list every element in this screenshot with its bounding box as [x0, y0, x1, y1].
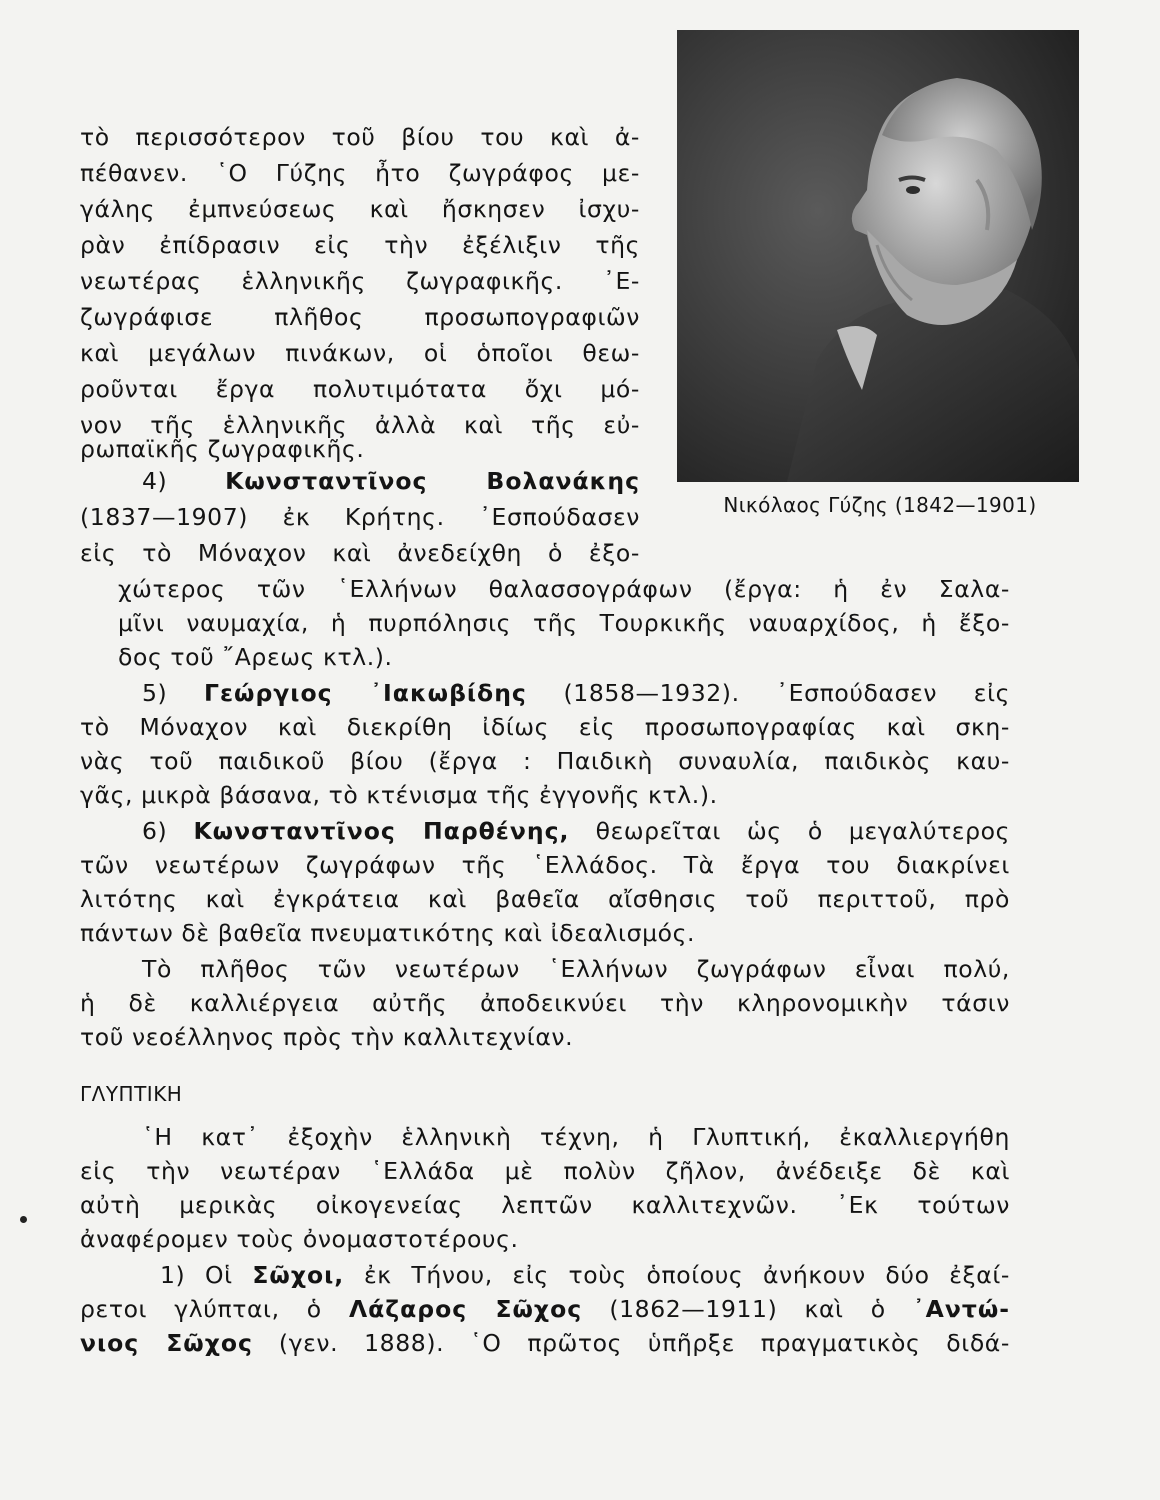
- text-line: εἰς τὸ Μόναχον καὶ ἀνεδείχθη ὁ ἐξο-: [80, 539, 640, 567]
- painter-name: Κωνσταντῖνος Παρθένης,: [193, 817, 570, 845]
- text-line: τῶν νεωτέρων ζωγράφων τῆς ῾Ελλάδος. Τὰ ἔργα του διακρίνει: [80, 851, 1010, 879]
- text-line: γᾶς, μικρὰ βάσανα, τὸ κτένισμα τῆς ἐγγονῆς κτλ.).: [80, 781, 718, 809]
- text-line: γάλης ἐμπνεύσεως καὶ ἤσκησεν ἰσχυ-: [80, 195, 640, 223]
- text-span: (1858—1932). ᾿Εσπούδασεν εἰς: [563, 679, 1011, 707]
- text-line: ἀναφέρομεν τοὺς ὀνομαστοτέρους.: [80, 1225, 519, 1253]
- text-line: (1837—1907) ἐκ Κρήτης. ᾿Εσπούδασεν: [80, 503, 640, 531]
- text-span: ρετοι γλύπται, ὁ: [80, 1295, 322, 1323]
- text-line: ρωπαϊκῆς ζωγραφικῆς.: [80, 435, 365, 463]
- text-span: ἐκ Τήνου, εἰς τοὺς ὁποίους ἀνήκουν δύο ἐξαί-: [363, 1261, 1010, 1289]
- family-name: Σῶχοι,: [252, 1261, 345, 1289]
- text-line: νεωτέρας ἑλληνικῆς ζωγραφικῆς. ᾿Ε-: [80, 267, 640, 295]
- portrait-caption: Νικόλαος Γύζης (1842—1901): [723, 493, 1037, 517]
- text-line: ρὰν ἐπίδρασιν εἰς τὴν ἐξέλιξιν τῆς: [80, 231, 640, 259]
- section-heading: ΓΛΥΠΤΙΚΗ: [80, 1082, 183, 1106]
- sochoi-line-3: [80, 1326, 1010, 1360]
- text-span: 1) Οἱ: [160, 1261, 233, 1289]
- sculptor-name: ᾿Αντώ-: [912, 1295, 1011, 1323]
- painter-name: Γεώργιος ᾿Ιακωβίδης: [204, 679, 527, 707]
- text-line: πάντων δὲ βαθεῖα πνευματικότης καὶ ἰδεαλισμός.: [80, 919, 696, 947]
- text-span: (γεν. 1888). ῾Ο πρῶτος ὑπῆρξε πραγματικὸς διδά-: [278, 1329, 1010, 1357]
- text-line: Τὸ πλῆθος τῶν νεωτέρων ῾Ελλήνων ζωγράφων εἶναι πολύ,: [142, 955, 1010, 983]
- text-line: ζωγράφισε πλῆθος προσωπογραφιῶν: [80, 303, 640, 331]
- text-line: νὰς τοῦ παιδικοῦ βίου (ἔργα : Παιδικὴ συναυλία, παιδικὸς καυ-: [80, 747, 1010, 775]
- portrait-image: [677, 30, 1079, 482]
- text-line: νον τῆς ἑλληνικῆς ἀλλὰ καὶ τῆς εὐ-: [80, 411, 640, 439]
- text-line: χώτερος τῶν ῾Ελλήνων θαλασσογράφων (ἔργα: ἡ ἐν Σαλα-: [118, 575, 1010, 603]
- item-number: 4): [142, 467, 168, 495]
- text-line: καὶ μεγάλων πινάκων, οἱ ὁποῖοι θεω-: [80, 339, 640, 367]
- text-line: πέθανεν. ῾Ο Γύζης ἦτο ζωγράφος με-: [80, 159, 640, 187]
- text-line: τὸ Μόναχον καὶ διεκρίθη ἰδίως εἰς προσωπογραφίας καὶ σκη-: [80, 713, 1010, 741]
- iakovidis-line-1: [80, 676, 1010, 710]
- sculptor-name: Λάζαρος Σῶχος: [348, 1295, 583, 1323]
- text-line: τοῦ νεοέλληνος πρὸς τὴν καλλιτεχνίαν.: [80, 1023, 574, 1051]
- text-line: εἰς τὴν νεωτέραν ῾Ελλάδα μὲ πολὺν ζῆλον, ἀνέδειξε δὲ καὶ: [80, 1157, 1010, 1185]
- text-line: λιτότης καὶ ἐγκράτεια καὶ βαθεῖα αἴσθησις τοῦ περιττοῦ, πρὸ: [80, 885, 1010, 913]
- volanakis-line-1: [80, 464, 640, 498]
- text-line: ἡ δὲ καλλιέργεια αὐτῆς ἀποδεικνύει τὴν κληρονομικὴν τάσιν: [80, 989, 1010, 1017]
- text-line: δος τοῦ ῎Αρεως κτλ.).: [118, 643, 393, 671]
- text-span: θεωρεῖται ὡς ὁ μεγαλύτερος: [595, 817, 1011, 845]
- ink-speck: [20, 1216, 27, 1223]
- text-span: (1862—1911) καὶ ὁ: [609, 1295, 886, 1323]
- text-line: ῾Η κατ᾿ ἐξοχὴν ἑλληνικὴ τέχνη, ἡ Γλυπτική, ἐκαλλιεργήθη: [142, 1123, 1010, 1151]
- text-line: τὸ περισσότερον τοῦ βίου του καὶ ἀ-: [80, 123, 640, 151]
- item-number: 5): [142, 679, 168, 707]
- portrait-photo: [677, 30, 1079, 482]
- text-line: ροῦνται ἔργα πολυτιμότατα ὄχι μό-: [80, 375, 640, 403]
- text-line: αὐτὴ μερικὰς οἰκογενείας λεπτῶν καλλιτεχνῶν. ᾿Εκ τούτων: [80, 1191, 1010, 1219]
- painter-name: Κωνσταντῖνος Βολανάκης: [225, 467, 640, 495]
- sochoi-line-2: [80, 1292, 1010, 1326]
- sochoi-line-1: [80, 1258, 1010, 1292]
- sculptor-name: νιος Σῶχος: [80, 1329, 253, 1357]
- item-number: 6): [142, 817, 168, 845]
- text-line: μῖνι ναυμαχία, ἡ πυρπόλησις τῆς Τουρκικῆς ναυαρχίδος, ἡ ἔξο-: [118, 609, 1010, 637]
- parthenis-line-1: [80, 814, 1010, 848]
